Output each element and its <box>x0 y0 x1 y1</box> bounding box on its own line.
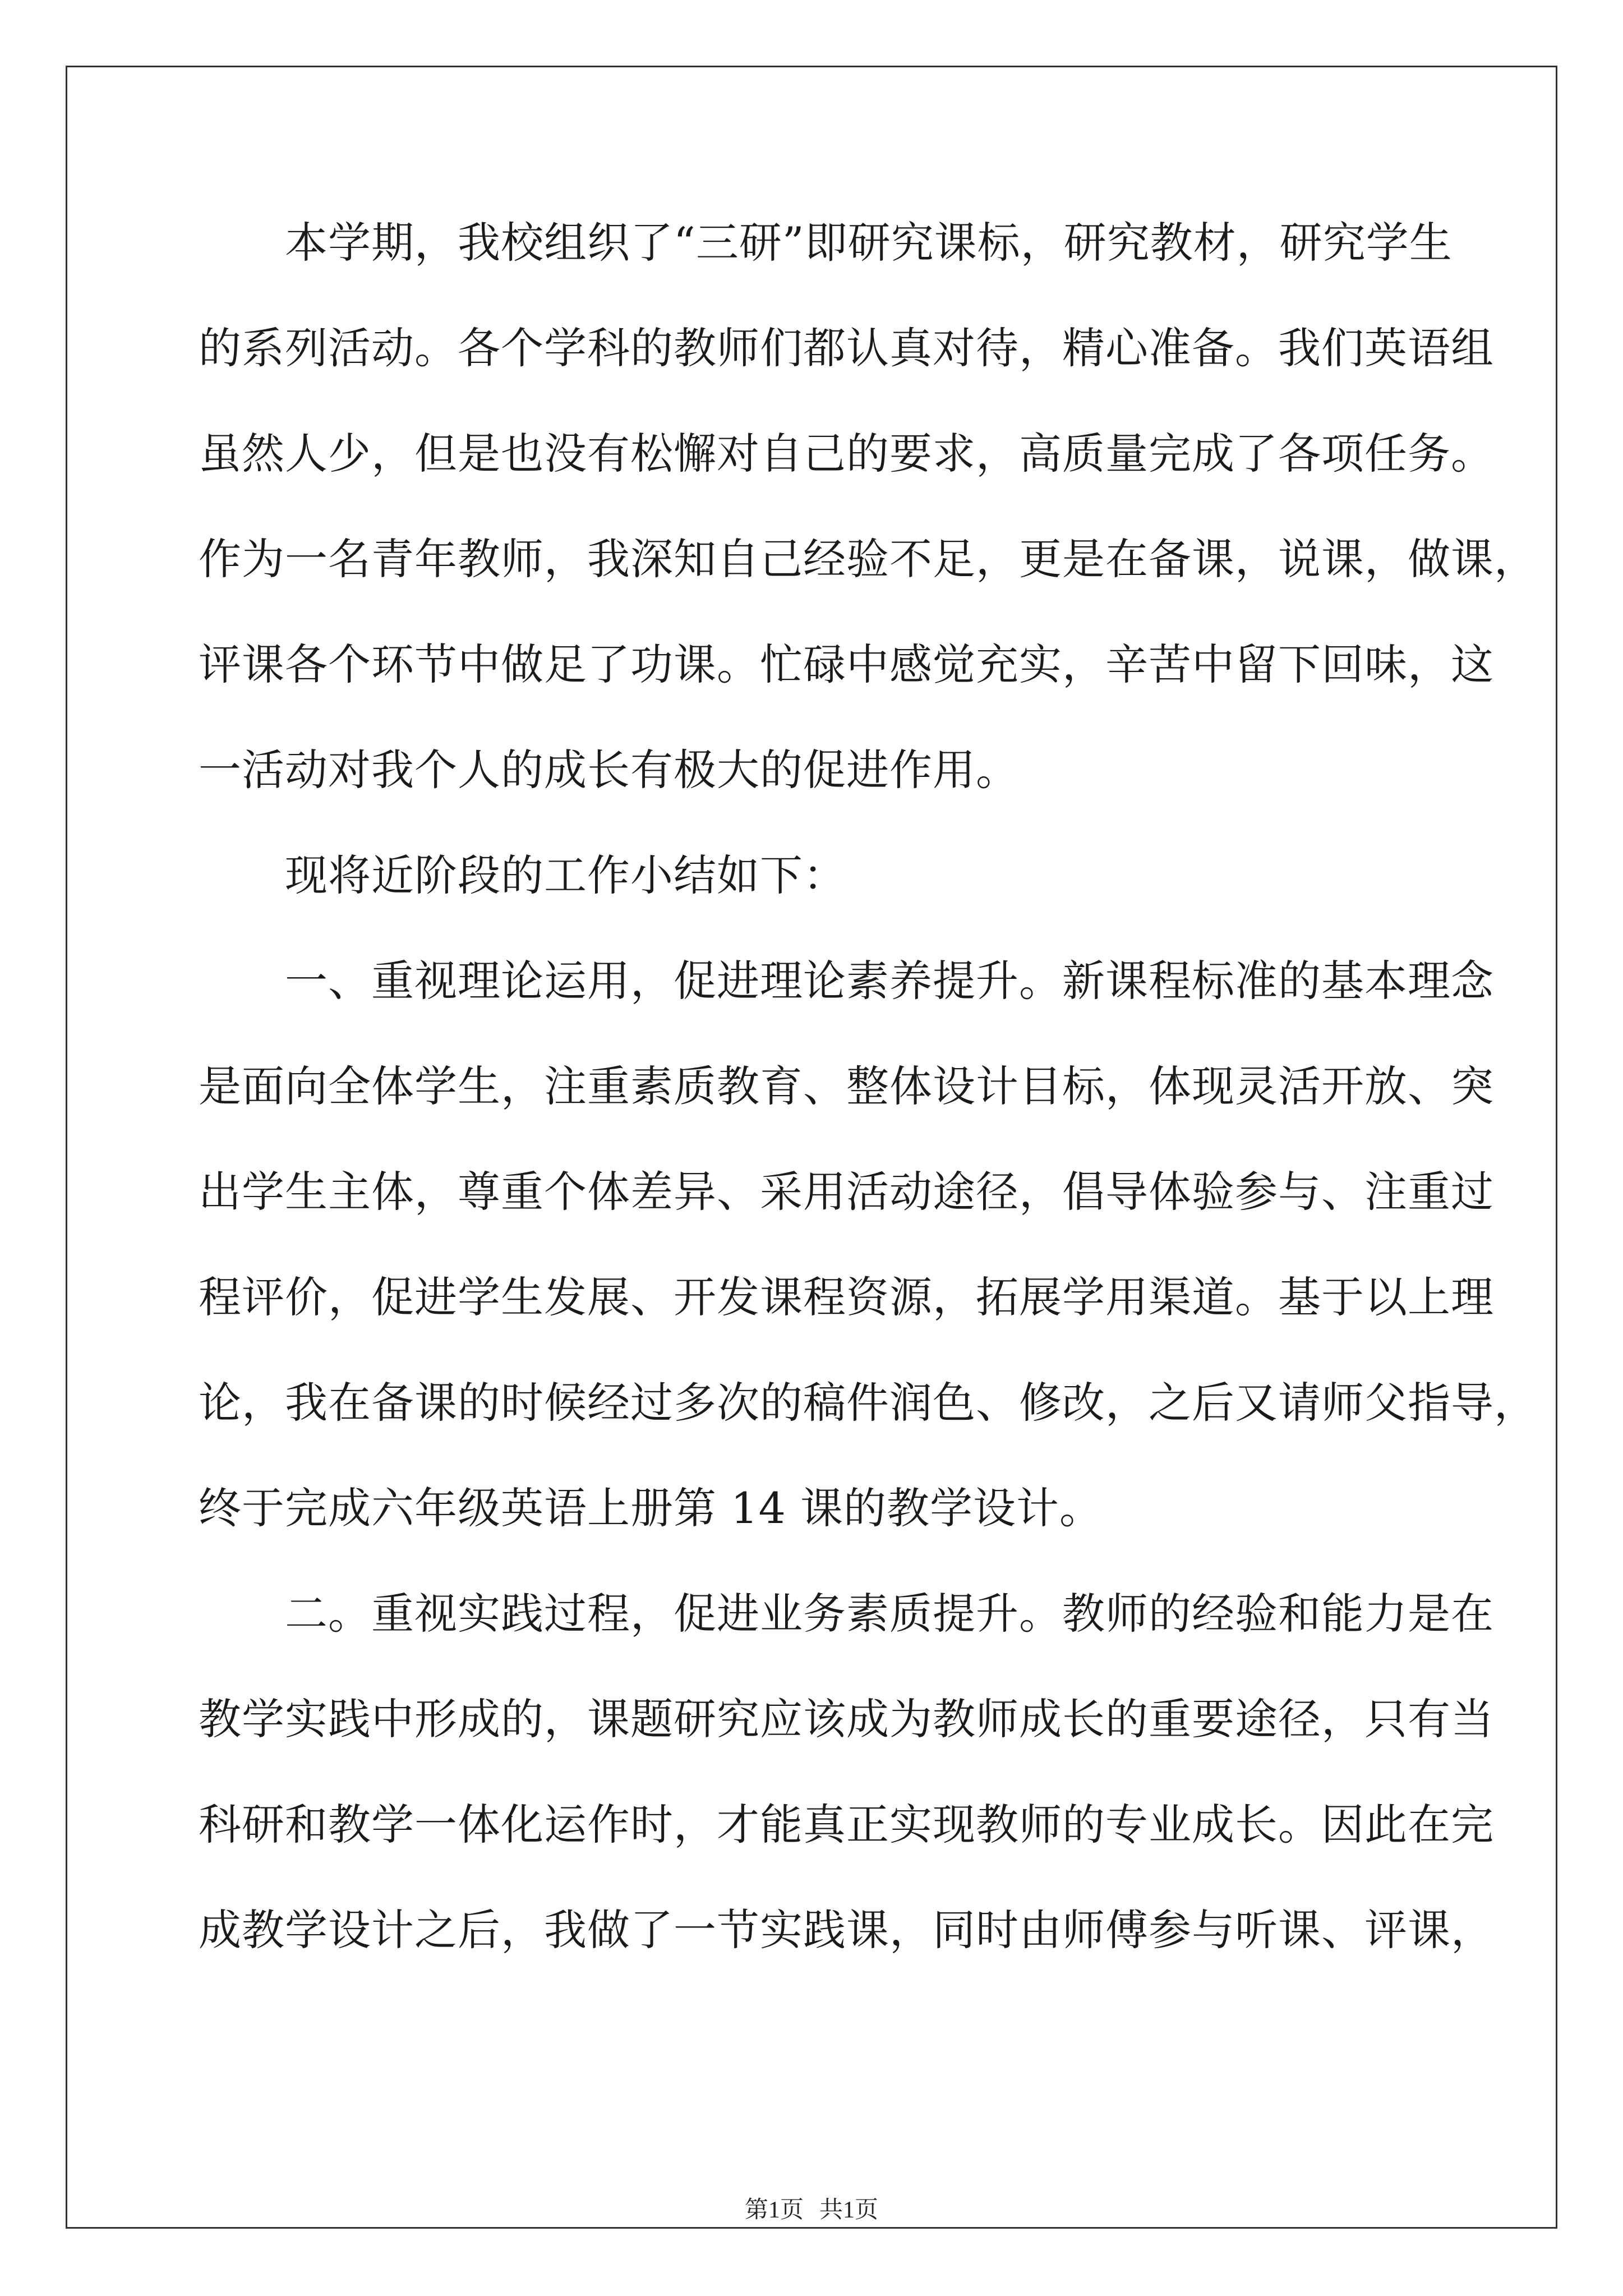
text-line: 作为一名青年教师，我深知自己经验不足，更是在备课，说课，做课， <box>199 534 1537 584</box>
text-line: 现将近阶段的工作小结如下： <box>199 850 846 900</box>
text-line: 成教学设计之后，我做了一节实践课，同时由师傅参与听课、评课， <box>199 1905 1494 1955</box>
page-total: 共1页 <box>819 2197 879 2223</box>
text-line: 出学生主体，尊重个体差异、采用活动途径，倡导体验参与、注重过 <box>199 1167 1494 1217</box>
text-line: 评课各个环节中做足了功课。忙碌中感觉充实，辛苦中留下回味，这 <box>199 639 1494 689</box>
page-footer <box>0 2196 1623 2224</box>
text-line: 科研和教学一体化运作时，才能真正实现教师的专业成长。因此在完 <box>199 1800 1494 1849</box>
text-line: 一、重视理论运用，促进理论素养提升。新课程标准的基本理念 <box>199 956 1494 1006</box>
page-border <box>66 66 1557 2229</box>
text-line: 的系列活动。各个学科的教师们都认真对待，精心准备。我们英语组 <box>199 323 1494 373</box>
text-line: 二。重视实践过程，促进业务素质提升。教师的经验和能力是在 <box>199 1589 1494 1639</box>
text-line: 虽然人少，但是也没有松懈对自己的要求，高质量完成了各项任务。 <box>199 429 1494 478</box>
page-number: 第1页 <box>744 2197 804 2223</box>
text-line: 论，我在备课的时候经过多次的稿件润色、修改，之后又请师父指导， <box>199 1378 1537 1428</box>
text-line: 是面向全体学生，注重素质教育、整体设计目标，体现灵活开放、突 <box>199 1061 1494 1111</box>
text-line: 一活动对我个人的成长有极大的促进作用。 <box>199 745 1019 795</box>
text-line: 程评价，促进学生发展、开发课程资源，拓展学用渠道。基于以上理 <box>199 1272 1494 1322</box>
text-line: 本学期，我校组织了“三研”即研究课标，研究教材，研究学生 <box>199 218 1453 268</box>
text-line: 教学实践中形成的，课题研究应该成为教师成长的重要途径，只有当 <box>199 1694 1494 1744</box>
text-line: 终于完成六年级英语上册第 14 课的教学设计。 <box>199 1483 1103 1533</box>
